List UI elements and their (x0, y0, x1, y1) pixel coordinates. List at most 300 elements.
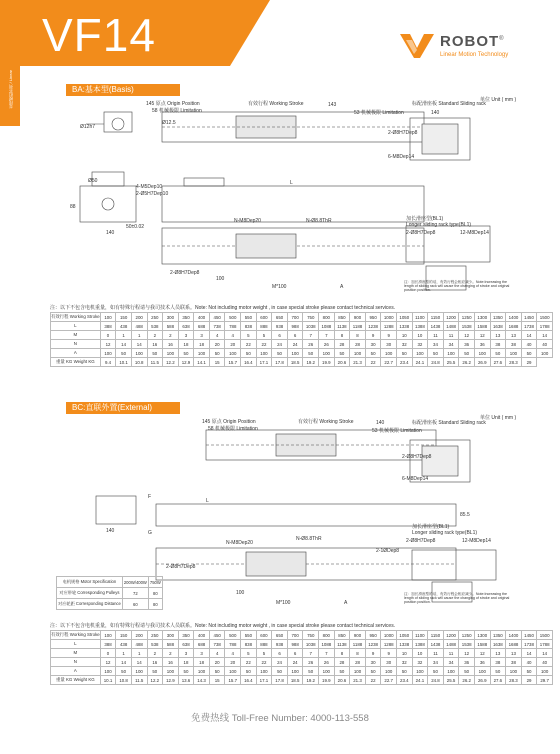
spec-cell: 11 (428, 649, 444, 658)
spec-cell: 50 (334, 667, 350, 676)
dim-140-rack: 140 (431, 110, 440, 116)
spec-cell: 38 (506, 340, 522, 349)
dep-n-label: N-M8Dep20 (234, 218, 261, 224)
spec-row (51, 322, 553, 331)
spec-cell: 1638 (490, 322, 506, 331)
spec-cell: 9 (381, 649, 397, 658)
spec-cell: 12.2 (163, 358, 179, 367)
spec-cell: 100 (443, 349, 459, 358)
spec-cell: 100 (100, 631, 116, 640)
spec-cell: 1038 (303, 322, 319, 331)
ext-dim-A: A (344, 600, 348, 606)
spec-cell: 3 (194, 331, 210, 340)
spec-cell: 1338 (397, 322, 413, 331)
spec-cell: 8 (350, 649, 366, 658)
spec-cell: 1088 (319, 322, 335, 331)
spec-row (51, 667, 553, 676)
spec-cell: 1288 (381, 640, 397, 649)
spec-cell: 100 (287, 349, 303, 358)
spec-cell: 6 (272, 649, 288, 658)
ext-dim-140: 140 (376, 420, 385, 426)
spec-cell: 16 (163, 340, 179, 349)
spec-cell: 300 (163, 313, 179, 322)
spec-cell: 1200 (443, 631, 459, 640)
spec-cell: 1150 (428, 313, 444, 322)
spec-cell: 50 (428, 667, 444, 676)
spec-cell: 100 (256, 667, 272, 676)
ext-standard-rack-label: 标配滑座板 Standard Sliding rack (412, 420, 486, 426)
spec-cell: 50 (397, 349, 413, 358)
brand-logo (398, 30, 548, 66)
long-rack-label: 加长滑座型(BL1) (406, 216, 444, 222)
spec-cell: 600 (256, 313, 272, 322)
spec-cell: 550 (241, 313, 257, 322)
spec-cell: 1038 (303, 640, 319, 649)
spec-cell: 18 (178, 340, 194, 349)
spec-cell: 19.9 (319, 676, 335, 685)
spec-cell: 50 (272, 349, 288, 358)
spec-cell: 400 (194, 313, 210, 322)
spec-cell: 1388 (412, 640, 428, 649)
spec-cell: 1288 (381, 322, 397, 331)
spec-cell: 17.8 (272, 358, 288, 367)
spec-cell: 100 (100, 349, 116, 358)
spec-cell: 50 (490, 667, 506, 676)
spec-cell: 10.8 (131, 358, 147, 367)
spec-cell: 20 (225, 658, 241, 667)
spec-cell: 50 (116, 667, 132, 676)
spec-cell: 1500 (537, 631, 553, 640)
spec-cell: 1000 (381, 631, 397, 640)
spec-cell: 27.6 (490, 358, 506, 367)
spec-cell: 250 (147, 631, 163, 640)
spec-cell: 14 (116, 340, 132, 349)
spec-cell: 19.2 (303, 358, 319, 367)
spec-cell: 50 (303, 349, 319, 358)
spec-cell: 8 (350, 331, 366, 340)
motor-spec-label: 电机规格 Motor Specification (57, 577, 123, 588)
spec-cell: 100 (381, 349, 397, 358)
spec-cell: 26.2 (459, 676, 475, 685)
spec-cell: 1138 (334, 640, 350, 649)
long-rack-label-en: Longer sliding rack type(BL1) (406, 222, 472, 228)
spec-cell: 23.4 (397, 676, 413, 685)
spec-cell: 32 (412, 340, 428, 349)
spec-cell: 50 (490, 349, 506, 358)
basis-spec-table (50, 312, 553, 367)
spec-row (51, 676, 553, 685)
ext-dim-85: 85.5 (460, 512, 470, 518)
spec-cell: 11.5 (131, 676, 147, 685)
spec-cell: 1188 (350, 322, 366, 331)
spec-cell: 100 (474, 349, 490, 358)
spec-row (51, 631, 553, 640)
spec-cell: 50 (241, 667, 257, 676)
ext-limit-left-label: 58 机械极限 Limitation (208, 426, 258, 432)
spec-cell: 5 (241, 649, 257, 658)
spec-cell: 1100 (412, 631, 428, 640)
side-tab (0, 66, 20, 126)
spec-cell: 20 (209, 658, 225, 667)
spec-cell: 10 (397, 331, 413, 340)
ext-dim-F: F (148, 494, 152, 500)
spec-cell: 938 (272, 322, 288, 331)
spec-cell: 22 (365, 676, 381, 685)
spec-cell: 8 (334, 331, 350, 340)
spec-cell: 36 (459, 340, 475, 349)
spec-cell: 10.1 (116, 358, 132, 367)
spec-row-label: 重量 KG Weight KG (51, 676, 101, 685)
spec-cell: 14 (537, 649, 553, 658)
motor-spec-table (56, 576, 163, 610)
spec-cell: 950 (365, 631, 381, 640)
dep-h7-bottom: 2-Ø8H7Dep8 (170, 270, 200, 276)
spec-cell: 11 (443, 649, 459, 658)
dep-m8-label: 6-M8Dep14 (388, 154, 415, 160)
spec-cell: 30 (381, 658, 397, 667)
spec-cell: 40 (537, 340, 553, 349)
spec-cell: 15.7 (225, 358, 241, 367)
spec-cell: 24.8 (428, 358, 444, 367)
spec-row-label: A (51, 349, 101, 358)
basis-table-note: 注：以下不包含电机重量，如有特殊行程请与我司技术人员联系。Note: Not including motor weight , in case special stroke please contact technical services. (50, 305, 396, 311)
spec-cell: 688 (194, 640, 210, 649)
spec-cell: 50 (365, 349, 381, 358)
spec-cell: 1788 (537, 640, 553, 649)
ext-dep-h7-bottom: 2-Ø8H7Dep8 (166, 564, 196, 570)
brand-name: ROBOT® (440, 33, 505, 50)
spec-cell: 2 (147, 649, 163, 658)
spec-cell: 1450 (521, 313, 537, 322)
ext-dep-n2-label: N-Ø8.8ThR (296, 536, 322, 542)
spec-cell: 14 (131, 340, 147, 349)
spec-row (51, 340, 553, 349)
side-tab-label: 直线模组系列 / Linear (7, 70, 13, 109)
spec-cell: 5 (256, 649, 272, 658)
spec-cell: 500 (225, 313, 241, 322)
spec-cell: 50 (334, 349, 350, 358)
spec-cell: 12 (459, 331, 475, 340)
spec-cell: 788 (225, 322, 241, 331)
spec-row (51, 331, 553, 340)
spec-row (51, 658, 553, 667)
spec-cell: 22 (241, 658, 257, 667)
spec-cell: 38 (490, 340, 506, 349)
spec-cell: 638 (178, 322, 194, 331)
unit-label-external: 单位 Unit ( mm ) (480, 415, 517, 421)
spec-cell: 34 (428, 340, 444, 349)
spec-cell: 25.5 (443, 358, 459, 367)
ext-dim-100: 100 (236, 590, 245, 596)
spec-row-label: N (51, 658, 101, 667)
ext-dep-n-label: N-M8Dep20 (226, 540, 253, 546)
spec-cell: 34 (443, 658, 459, 667)
spec-cell: 738 (209, 640, 225, 649)
spec-cell: 12 (459, 649, 475, 658)
spec-cell: 850 (334, 631, 350, 640)
spec-cell: 24 (287, 340, 303, 349)
spec-cell: 9.4 (100, 358, 116, 367)
spec-cell: 32 (412, 658, 428, 667)
spec-cell: 1 (116, 649, 132, 658)
spec-cell: 22 (365, 358, 381, 367)
spec-cell: 250 (147, 313, 163, 322)
spec-cell: 24 (272, 340, 288, 349)
spec-cell: 26 (303, 658, 319, 667)
spec-cell: 100 (412, 667, 428, 676)
motor-pulley-label: 对应带轮 Corresponding Pulleys (57, 588, 123, 599)
spec-cell: 40 (521, 658, 537, 667)
spec-cell: 888 (256, 640, 272, 649)
spec-cell: 15.7 (225, 676, 241, 685)
spec-cell: 1188 (350, 640, 366, 649)
spec-cell: 23.4 (397, 358, 413, 367)
dim-M100: M*100 (272, 284, 287, 290)
spec-cell: 6 (287, 331, 303, 340)
spec-row-label: M (51, 649, 101, 658)
spec-cell: 15 (209, 358, 225, 367)
spec-cell: 538 (147, 640, 163, 649)
spec-cell: 50 (459, 349, 475, 358)
spec-cell: 1 (116, 331, 132, 340)
spec-cell: 10.1 (100, 676, 116, 685)
section-title-external: BC:直联外置(External) (66, 402, 180, 414)
ext-long-rack-label-en: Longer sliding rack type(BL1) (412, 530, 478, 536)
spec-cell: 12.9 (178, 358, 194, 367)
spec-cell: 30 (381, 340, 397, 349)
spec-cell: 400 (194, 631, 210, 640)
motor-pulley-c2: 80 (148, 588, 162, 599)
spec-cell: 13.6 (178, 676, 194, 685)
spec-cell: 500 (225, 631, 241, 640)
stroke-label: 有效行程 Working Stroke (248, 101, 304, 107)
spec-cell: 1238 (365, 322, 381, 331)
spec-cell: 24.8 (428, 676, 444, 685)
ext-dim-L: L (206, 498, 209, 504)
spec-cell: 10 (412, 331, 428, 340)
spec-cell: 100 (100, 313, 116, 322)
spec-cell: 24.1 (412, 676, 428, 685)
spec-cell: 100 (350, 667, 366, 676)
spec-cell: 20.6 (334, 358, 350, 367)
spec-cell: 7 (319, 331, 335, 340)
spec-cell: 7 (303, 331, 319, 340)
dim-L: L (290, 180, 293, 186)
spec-row (51, 358, 553, 367)
spec-cell: 0 (100, 331, 116, 340)
basis-side-note: 注：加长滑座型的话，有效行程会相应减少。Note:Increasing the length of sliding rack will cause the changing of stroke and original position position. (404, 280, 510, 292)
spec-cell: 588 (163, 640, 179, 649)
spec-cell: 15 (209, 676, 225, 685)
spec-cell: 1 (131, 331, 147, 340)
spec-row (51, 649, 553, 658)
spec-cell: 200 (131, 631, 147, 640)
spec-cell: 100 (100, 667, 116, 676)
spec-cell: 28.3 (506, 676, 522, 685)
spec-cell: 38 (506, 658, 522, 667)
spec-cell: 838 (241, 322, 257, 331)
spec-cell: 1000 (381, 313, 397, 322)
spec-row-label: L (51, 322, 101, 331)
phi12-label: Ø12h7 (80, 124, 96, 130)
brand-tagline: Linear Motion Technology (440, 52, 509, 58)
ext-long-rack-view (412, 550, 496, 580)
spec-cell: 26.9 (474, 676, 490, 685)
spec-cell: 26 (319, 658, 335, 667)
spec-cell: 22.7 (381, 358, 397, 367)
spec-cell: 3 (194, 649, 210, 658)
spec-cell: 100 (287, 667, 303, 676)
spec-cell: 12.2 (147, 676, 163, 685)
spec-row (51, 313, 553, 322)
ext-side-view-body (156, 504, 456, 526)
dep-5-label: 2-Ø5H7Dep10 (136, 191, 169, 197)
spec-cell: 50 (147, 667, 163, 676)
spec-cell: 0 (100, 649, 116, 658)
spec-cell: 100 (537, 667, 553, 676)
spec-cell: 200 (131, 313, 147, 322)
standard-rack-label: 标配滑座板 Standard Sliding rack (412, 101, 486, 107)
spec-cell: 20.6 (334, 676, 350, 685)
spec-cell: 100 (131, 349, 147, 358)
spec-cell: 24.1 (412, 358, 428, 367)
spec-cell: 1250 (459, 631, 475, 640)
spec-row (51, 640, 553, 649)
spec-cell: 488 (131, 640, 147, 649)
ext-dep-h7-long: 2-Ø8H7Dep8 (406, 538, 436, 544)
spec-cell: 34 (443, 340, 459, 349)
model-title: VF14 (42, 9, 156, 61)
spec-cell: 750 (303, 631, 319, 640)
spec-cell: 750 (303, 313, 319, 322)
spec-cell: 18 (178, 658, 194, 667)
limit-right-label: 53 机械极限 Limitation (354, 110, 404, 116)
spec-cell: 22 (256, 658, 272, 667)
basis-drawing (66, 98, 526, 300)
spec-cell: 800 (319, 631, 335, 640)
spec-cell: 450 (209, 313, 225, 322)
spec-cell: 1638 (490, 640, 506, 649)
spec-cell: 950 (365, 313, 381, 322)
spec-cell: 1538 (459, 640, 475, 649)
spec-cell: 28 (350, 658, 366, 667)
spec-cell: 100 (350, 349, 366, 358)
spec-cell: 1350 (490, 631, 506, 640)
spec-cell: 10.8 (116, 676, 132, 685)
spec-cell: 1250 (459, 313, 475, 322)
dep-h7-long: 2-Ø8H7Dep8 (406, 230, 436, 236)
spec-cell: 1688 (506, 322, 522, 331)
spec-cell: 50 (178, 349, 194, 358)
spec-cell: 6 (287, 649, 303, 658)
spec-cell: 14 (537, 331, 553, 340)
spec-cell: 1100 (412, 313, 428, 322)
spec-cell: 100 (225, 667, 241, 676)
spec-row-label: N (51, 340, 101, 349)
spec-cell: 388 (100, 322, 116, 331)
spec-cell: 50 (241, 349, 257, 358)
ext-dep-h7-label: 2-Ø8H7Dep8 (402, 454, 432, 460)
spec-cell: 1438 (428, 322, 444, 331)
spec-cell: 438 (116, 322, 132, 331)
spec-cell: 14.3 (194, 676, 210, 685)
spec-cell: 1138 (334, 322, 350, 331)
spec-cell: 29 (521, 676, 537, 685)
spec-row-label: 有效行程 Working Stroke (51, 313, 101, 322)
spec-cell: 588 (163, 322, 179, 331)
dep-m5-label: 4-M5Dep10 (136, 184, 163, 190)
spec-cell: 34 (428, 658, 444, 667)
spec-cell: 650 (272, 313, 288, 322)
spec-cell: 1238 (365, 640, 381, 649)
spec-cell: 36 (474, 340, 490, 349)
spec-cell: 14 (131, 658, 147, 667)
spec-cell: 988 (287, 640, 303, 649)
ext-dim-G: G (148, 530, 152, 536)
spec-row-label: L (51, 640, 101, 649)
spec-cell: 900 (350, 313, 366, 322)
spec-cell: 600 (256, 631, 272, 640)
spec-cell: 100 (163, 667, 179, 676)
spec-cell: 1150 (428, 631, 444, 640)
spec-cell: 700 (287, 631, 303, 640)
dep-n2-label: N-Ø8.8ThR (306, 218, 332, 224)
spec-cell: 19.2 (303, 676, 319, 685)
spec-cell: 550 (241, 631, 257, 640)
spec-cell: 100 (506, 667, 522, 676)
spec-cell: 13 (506, 331, 522, 340)
spec-cell: 50 (147, 349, 163, 358)
spec-cell: 16 (147, 340, 163, 349)
phi50-label: Ø50 (88, 178, 98, 184)
spec-cell: 20 (225, 340, 241, 349)
spec-cell: 11.5 (147, 358, 163, 367)
spec-cell: 50 (521, 349, 537, 358)
robot-logo-icon (398, 30, 436, 60)
spec-cell: 12 (100, 340, 116, 349)
spec-cell: 488 (131, 322, 147, 331)
spec-cell: 11 (443, 331, 459, 340)
spec-cell: 100 (256, 349, 272, 358)
page-header (0, 0, 560, 66)
motor-spec-c2: 750W (148, 577, 162, 588)
spec-cell: 1400 (506, 631, 522, 640)
spec-cell: 50 (365, 667, 381, 676)
spec-cell: 1738 (521, 322, 537, 331)
spec-cell: 100 (131, 667, 147, 676)
spec-cell: 888 (256, 322, 272, 331)
spec-cell: 18 (194, 658, 210, 667)
spec-cell: 100 (474, 667, 490, 676)
spec-cell: 24 (287, 658, 303, 667)
unit-label-basis: 单位 Unit ( mm ) (480, 97, 517, 103)
motor-pulley-c1: 72 (122, 588, 148, 599)
spec-cell: 38 (490, 658, 506, 667)
spec-cell: 1438 (428, 640, 444, 649)
spec-cell: 4 (225, 649, 241, 658)
ext-limit-right-label: 53 机械极限 Limitation (372, 428, 422, 434)
spec-cell: 1400 (506, 313, 522, 322)
spec-cell: 50 (428, 349, 444, 358)
spec-cell: 638 (178, 640, 194, 649)
spec-cell: 22 (241, 340, 257, 349)
spec-cell: 30 (365, 340, 381, 349)
spec-cell: 17.8 (272, 676, 288, 685)
spec-cell: 50 (303, 667, 319, 676)
spec-cell: 16.4 (241, 676, 257, 685)
ext-dim-M100: M*100 (276, 600, 291, 606)
spec-cell: 938 (272, 640, 288, 649)
